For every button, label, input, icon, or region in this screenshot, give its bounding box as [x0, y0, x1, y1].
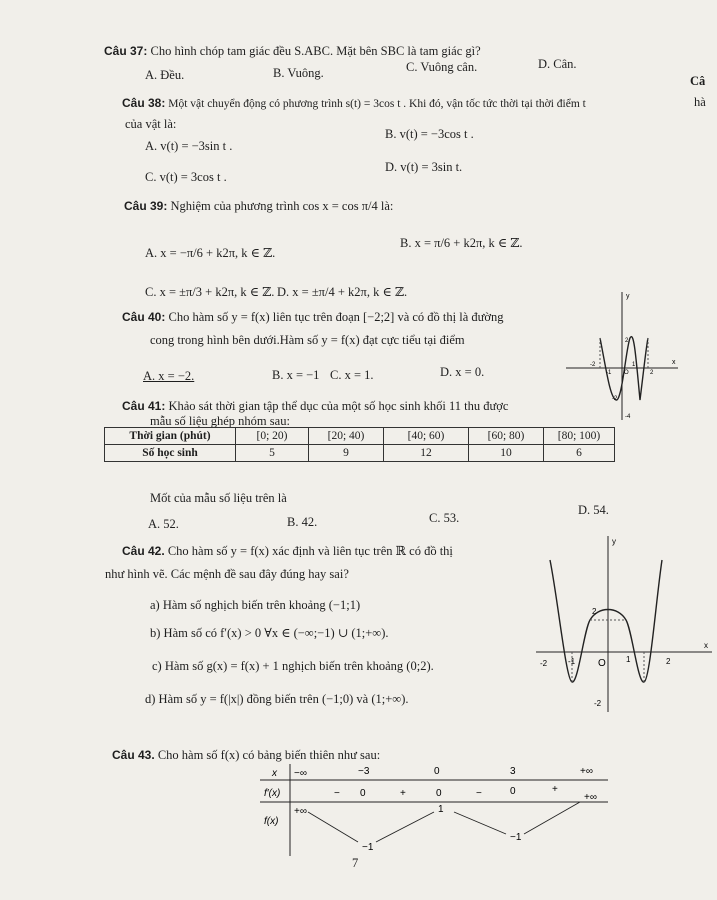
bbt-f-value: 1: [438, 804, 444, 815]
q42-curve: [550, 560, 662, 682]
q38-option-b: B. v(t) = −3cos t .: [385, 127, 474, 141]
q42-number: Câu 42.: [122, 544, 165, 558]
page-number: 7: [352, 856, 359, 870]
bbt-f-value: −1: [510, 832, 522, 843]
q39-option-c: C. x = ±π/3 + k2π, k ∈ ℤ.: [145, 285, 275, 299]
bbt-x-value: −3: [358, 766, 370, 777]
q41-header-time: Thời gian (phút): [105, 428, 236, 445]
q37-number: Câu 37:: [104, 44, 148, 58]
bbt-f-label: f(x): [264, 816, 279, 827]
q40-tick-x-2: 2: [650, 370, 654, 376]
q40-stem-2: cong trong hình bên dưới.Hàm số y = f(x) đạt cực tiểu tại điểm: [150, 333, 465, 347]
q42-text: Cho hàm số y = f(x) xác định và liên tục trên ℝ có đồ thị: [167, 544, 453, 558]
q38-option-a: A. v(t) = −3sin t .: [145, 139, 233, 153]
q39-option-b: B. x = π/6 + k2π, k ∈ ℤ.: [400, 236, 523, 250]
q40-option-a: A. x = −2.: [143, 369, 195, 383]
q39-option-d: D. x = ±π/4 + k2π, k ∈ ℤ.: [277, 285, 408, 299]
bbt-arrow-up: [524, 802, 580, 834]
q40-y-label: y: [626, 293, 630, 300]
bbt-x-value: 3: [510, 766, 516, 777]
q38-option-d: D. v(t) = 3sin t.: [385, 160, 463, 174]
q41-interval: [0; 20): [236, 428, 309, 445]
q38-option-c: C. v(t) = 3cos t .: [145, 170, 227, 184]
q40-tick-y-neg2: -2: [612, 396, 618, 402]
q43-number: Câu 43.: [112, 748, 155, 762]
bbt-x-value: −∞: [294, 768, 307, 779]
bbt-f-value: +∞: [294, 806, 307, 817]
q42-stem-2: như hình vẽ. Các mệnh đề sau đây đúng hay sai?: [105, 567, 349, 581]
q41-stem: [122, 399, 508, 414]
q42-tick-y-2: 2: [592, 607, 597, 616]
bbt-fp-zero: 0: [360, 788, 366, 799]
q38-stem-2: của vật là:: [125, 117, 177, 131]
q43-stem: [112, 748, 380, 763]
q42-statement-d: d) Hàm số y = f(|x|) đồng biến trên (−1;0) và (1;+∞).: [145, 692, 409, 706]
q39-text: Nghiệm của phương trình cos x = cos π/4 là:: [170, 199, 394, 213]
q40-tick-x-neg2: -2: [590, 362, 596, 368]
q41-count: 5: [236, 445, 309, 462]
bbt-fp-zero: 0: [436, 788, 442, 799]
q42-y-label: y: [612, 537, 616, 546]
q41-option-b: B. 42.: [287, 515, 318, 529]
bbt-arrow-up: [376, 812, 434, 842]
q38-stem: [122, 96, 586, 112]
q42-stem: [122, 544, 453, 559]
q37-stem: [104, 44, 481, 59]
edge-text-1: Câ: [690, 74, 706, 88]
q41-count: 10: [469, 445, 544, 462]
q40-text: Cho hàm số y = f(x) liên tục trên đoạn [−2;2] và có đồ thị là đường: [168, 310, 504, 324]
q40-tick-y-neg4: -4: [625, 414, 631, 420]
bbt-arrow-down: [454, 812, 506, 834]
bbt-fp-sign: +: [552, 784, 558, 795]
q41-table-row-time: [105, 428, 615, 445]
q40-tick-x-neg1: -1: [606, 370, 612, 376]
bbt-x-label: x: [272, 768, 277, 779]
bbt-x-value: 0: [434, 766, 440, 777]
q39-number: Câu 39:: [124, 199, 168, 213]
q41-header-count: Số học sinh: [105, 445, 236, 462]
bbt-f-value: +∞: [584, 792, 597, 803]
q42-tick-x-neg1: -1: [568, 657, 576, 666]
q37-option-b: B. Vuông.: [273, 66, 324, 80]
q42-statement-b: b) Hàm số có f′(x) > 0 ∀x ∈ (−∞;−1) ∪ (1;+∞).: [150, 626, 389, 640]
q43-text: Cho hàm số f(x) có bảng biến thiên như sau:: [157, 748, 381, 762]
q42-tick-x-2: 2: [666, 657, 671, 666]
q41-interval: [80; 100): [544, 428, 615, 445]
q40-tick-origin: O: [624, 370, 629, 376]
q41-interval: [20; 40): [309, 428, 384, 445]
bbt-fp-sign: +: [400, 788, 406, 799]
q41-count: 6: [544, 445, 615, 462]
q41-stem-3: Mốt của mẫu số liệu trên là: [150, 491, 287, 505]
q41-number: Câu 41:: [122, 399, 166, 413]
bbt-fp-sign: −: [476, 788, 482, 799]
q40-option-d: D. x = 0.: [440, 365, 485, 379]
bbt-arrow-down: [308, 812, 358, 842]
q40-graph: [562, 288, 682, 428]
q41-option-c: C. 53.: [429, 511, 460, 525]
q42-statement-c: c) Hàm số g(x) = f(x) + 1 nghịch biến trên khoảng (0;2).: [152, 659, 434, 673]
q39-stem: [124, 199, 393, 214]
q42-tick-x-neg2: -2: [540, 659, 548, 668]
q41-option-a: A. 52.: [148, 517, 179, 531]
q40-stem: [122, 310, 504, 325]
q41-interval: [40; 60): [384, 428, 469, 445]
bbt-fp-label: f′(x): [264, 788, 281, 799]
q37-text: Cho hình chóp tam giác đều S.ABC. Mặt bên SBC là tam giác gì?: [150, 44, 481, 58]
q41-interval: [60; 80): [469, 428, 544, 445]
q42-tick-y-neg2: -2: [594, 699, 602, 708]
q42-graph: [528, 530, 717, 718]
q41-text: Khảo sát thời gian tập thể dục của một số học sinh khối 11 thu được: [168, 399, 509, 413]
bbt-fp-sign: −: [334, 788, 340, 799]
q40-number: Câu 40:: [122, 310, 166, 324]
q42-statement-a: a) Hàm số nghịch biến trên khoảng (−1;1): [150, 598, 361, 612]
bbt-x-value: +∞: [580, 766, 593, 777]
q42-x-label: x: [704, 641, 708, 650]
q41-table-row-count: [105, 445, 615, 462]
q38-text: Một vật chuyển động có phương trình s(t) = 3cos t . Khi đó, vận tốc tức thời tại thời điểm t: [168, 98, 586, 110]
q37-option-a: A. Đều.: [145, 68, 185, 82]
q41-stem-2: mẫu số liệu ghép nhóm sau:: [150, 414, 290, 428]
q40-option-b: B. x = −1: [272, 368, 320, 382]
q41-count: 12: [384, 445, 469, 462]
bbt-f-value: −1: [362, 842, 374, 853]
q42-tick-x-1: 1: [626, 655, 631, 664]
q40-tick-y-2: 2: [625, 338, 629, 344]
edge-text-2: hà: [694, 95, 706, 109]
q40-tick-x-1: 1: [632, 362, 636, 368]
q39-option-a: A. x = −π/6 + k2π, k ∈ ℤ.: [145, 246, 276, 260]
q38-number: Câu 38:: [122, 96, 166, 110]
q40-x-label: x: [672, 359, 676, 366]
q40-option-c: C. x = 1.: [330, 368, 374, 382]
q41-data-table: [104, 427, 615, 462]
bbt-fp-zero: 0: [510, 786, 516, 797]
q42-tick-origin: O: [598, 658, 606, 669]
q37-option-d: D. Cân.: [538, 57, 577, 71]
q43-variation-table: [258, 762, 618, 857]
q41-count: 9: [309, 445, 384, 462]
q37-option-c: C. Vuông cân.: [406, 60, 478, 74]
q41-option-d: D. 54.: [578, 503, 609, 517]
